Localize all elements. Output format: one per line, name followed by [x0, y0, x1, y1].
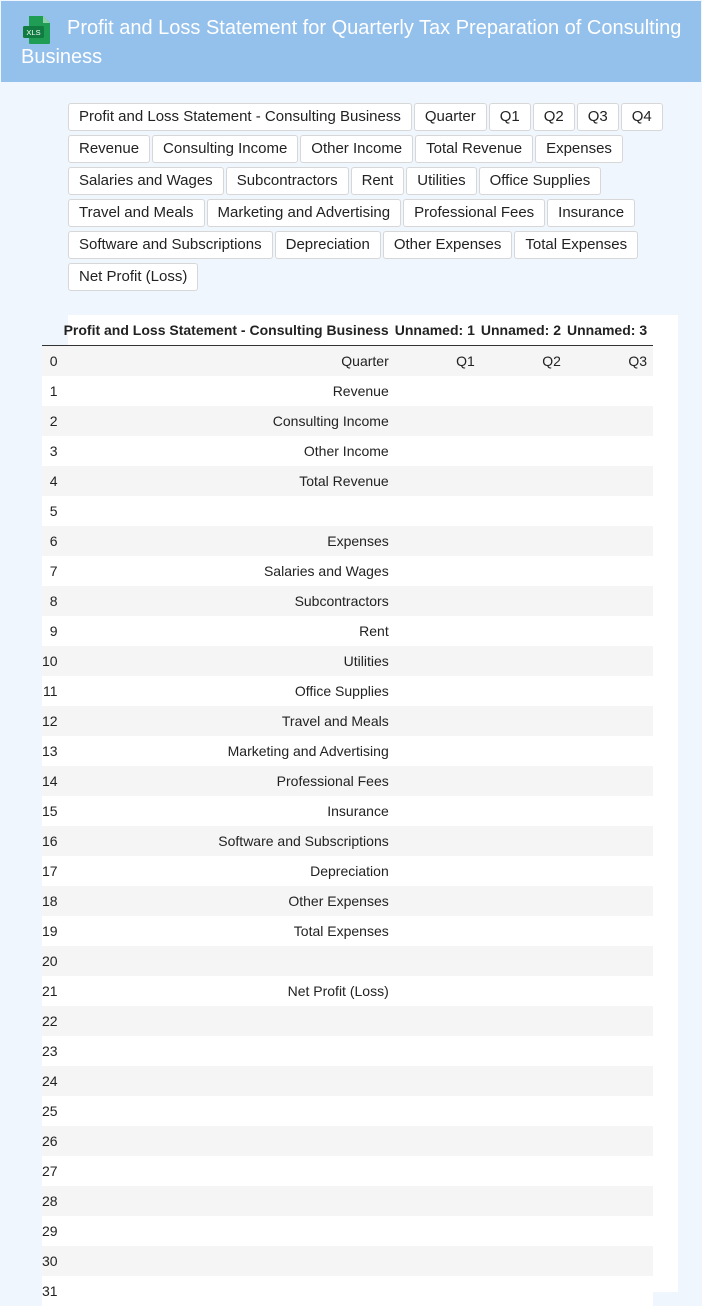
row-index: 5 [42, 496, 64, 526]
column-chip[interactable]: Total Revenue [415, 135, 533, 163]
row-index: 12 [42, 706, 64, 736]
table-row [42, 826, 653, 856]
table-row [42, 496, 653, 526]
table-cell [567, 616, 653, 646]
column-chip[interactable]: Professional Fees [403, 199, 545, 227]
table-row [42, 1126, 653, 1156]
row-index: 17 [42, 856, 64, 886]
table-row [42, 466, 653, 496]
table-row [42, 916, 653, 946]
table-cell [481, 466, 567, 496]
column-chip[interactable]: Salaries and Wages [68, 167, 224, 195]
column-header[interactable] [42, 315, 64, 346]
table-cell [481, 796, 567, 826]
table-cell: Salaries and Wages [64, 556, 395, 586]
table-row [42, 1036, 653, 1066]
row-index: 11 [42, 676, 64, 706]
table-cell: Office Supplies [64, 676, 395, 706]
table-cell [481, 766, 567, 796]
table-cell [64, 1066, 395, 1096]
excel-icon-label: XLS [26, 28, 40, 37]
column-chip[interactable]: Expenses [535, 135, 623, 163]
table-cell [567, 916, 653, 946]
table-cell [64, 1036, 395, 1066]
table-cell [567, 856, 653, 886]
table-row [42, 1066, 653, 1096]
page-title: Profit and Loss Statement for Quarterly Tax Preparation of Consulting Business [21, 14, 691, 72]
table-cell [567, 1126, 653, 1156]
table-cell: Quarter [64, 346, 395, 377]
table-cell [395, 1156, 481, 1186]
table-cell: Total Expenses [64, 916, 395, 946]
table-cell [567, 586, 653, 616]
table-cell [395, 466, 481, 496]
column-chip[interactable]: Depreciation [275, 231, 381, 259]
row-index: 1 [42, 376, 64, 406]
table-cell [395, 1066, 481, 1096]
table-row [42, 586, 653, 616]
row-index: 31 [42, 1276, 64, 1306]
row-index: 9 [42, 616, 64, 646]
table-row [42, 856, 653, 886]
table-cell [481, 406, 567, 436]
table-cell: Consulting Income [64, 406, 395, 436]
row-index: 27 [42, 1156, 64, 1186]
table-row [42, 616, 653, 646]
table-cell [395, 1126, 481, 1156]
column-chip[interactable]: Marketing and Advertising [207, 199, 402, 227]
table-cell [567, 706, 653, 736]
table-cell [395, 586, 481, 616]
column-header[interactable]: Profit and Loss Statement - Consulting Business [64, 315, 395, 346]
column-chip[interactable]: Q4 [621, 103, 663, 131]
table-cell [481, 856, 567, 886]
table-cell: Expenses [64, 526, 395, 556]
row-index: 8 [42, 586, 64, 616]
row-index: 15 [42, 796, 64, 826]
table-cell [64, 1276, 395, 1306]
column-chip[interactable]: Other Income [300, 135, 413, 163]
table-cell [567, 526, 653, 556]
table-row [42, 406, 653, 436]
table-row [42, 346, 653, 377]
table-cell [395, 916, 481, 946]
table-cell [64, 1186, 395, 1216]
table-cell [481, 1096, 567, 1126]
table-cell [395, 1246, 481, 1276]
table-cell [567, 946, 653, 976]
row-index: 2 [42, 406, 64, 436]
column-chip[interactable]: Net Profit (Loss) [68, 263, 198, 291]
table-cell [481, 1006, 567, 1036]
table-row [42, 646, 653, 676]
table-cell [567, 556, 653, 586]
table-cell [567, 646, 653, 676]
table-cell: Other Income [64, 436, 395, 466]
table-cell [395, 616, 481, 646]
table-cell [395, 796, 481, 826]
table-cell [481, 616, 567, 646]
table-cell [567, 376, 653, 406]
table-cell [567, 1096, 653, 1126]
table-cell: Q3 [567, 346, 653, 377]
table-cell [64, 1006, 395, 1036]
table-row [42, 556, 653, 586]
table-cell [567, 1216, 653, 1246]
table-cell [64, 1216, 395, 1246]
table-cell: Subcontractors [64, 586, 395, 616]
table-cell [481, 436, 567, 466]
table-row [42, 376, 653, 406]
table-cell [64, 1246, 395, 1276]
table-cell [481, 826, 567, 856]
table-cell [395, 1096, 481, 1126]
column-chip[interactable]: Insurance [547, 199, 635, 227]
table-cell [64, 496, 395, 526]
table-cell [481, 736, 567, 766]
row-index: 16 [42, 826, 64, 856]
table-cell [64, 1156, 395, 1186]
table-cell [481, 1216, 567, 1246]
column-chip[interactable]: Q1 [489, 103, 531, 131]
table-row [42, 676, 653, 706]
column-chip[interactable]: Rent [351, 167, 405, 195]
row-index: 29 [42, 1216, 64, 1246]
table-cell [481, 1156, 567, 1186]
table-cell [481, 676, 567, 706]
table-cell [481, 376, 567, 406]
table-cell [395, 856, 481, 886]
table-cell [567, 436, 653, 466]
table-cell [395, 1186, 481, 1216]
table-body [42, 346, 653, 1306]
table-cell [481, 646, 567, 676]
table-row [42, 1006, 653, 1036]
table-cell: Travel and Meals [64, 706, 395, 736]
table-cell [481, 1246, 567, 1276]
table-cell [567, 466, 653, 496]
table-cell [64, 1126, 395, 1156]
table-cell [567, 1186, 653, 1216]
table-cell: Marketing and Advertising [64, 736, 395, 766]
table-cell [395, 376, 481, 406]
table-row [42, 706, 653, 736]
row-index: 7 [42, 556, 64, 586]
table-cell [567, 1036, 653, 1066]
table-cell [481, 886, 567, 916]
column-chip[interactable]: Q3 [577, 103, 619, 131]
table-row [42, 526, 653, 556]
table-cell [481, 1126, 567, 1156]
table-cell: Q2 [481, 346, 567, 377]
table-cell [64, 946, 395, 976]
table-cell [395, 1006, 481, 1036]
column-chip[interactable]: Revenue [68, 135, 150, 163]
table-cell [395, 676, 481, 706]
table-row [42, 1276, 653, 1306]
table-cell: Professional Fees [64, 766, 395, 796]
excel-file-icon [23, 15, 51, 45]
table-cell [481, 916, 567, 946]
table-cell [481, 1036, 567, 1066]
table-row [42, 736, 653, 766]
table-row [42, 436, 653, 466]
column-chip[interactable]: Total Expenses [514, 231, 638, 259]
table-cell: Depreciation [64, 856, 395, 886]
table-cell [567, 406, 653, 436]
table-cell [395, 736, 481, 766]
table-cell [567, 1246, 653, 1276]
table-cell [567, 736, 653, 766]
table-cell [481, 556, 567, 586]
row-index: 18 [42, 886, 64, 916]
row-index: 20 [42, 946, 64, 976]
table-cell [395, 826, 481, 856]
table-cell [395, 1216, 481, 1246]
column-header[interactable]: Unnamed: 1 [395, 315, 481, 346]
row-index: 14 [42, 766, 64, 796]
table-cell [481, 1186, 567, 1216]
table-cell [395, 766, 481, 796]
column-chip[interactable]: Other Expenses [383, 231, 513, 259]
table-cell [395, 646, 481, 676]
row-index: 4 [42, 466, 64, 496]
table-header-row [42, 315, 653, 346]
column-chip-bar [68, 103, 668, 295]
table-cell: Utilities [64, 646, 395, 676]
table-cell [395, 1276, 481, 1306]
column-chip[interactable]: Subcontractors [226, 167, 349, 195]
table-cell [395, 406, 481, 436]
table-cell [567, 496, 653, 526]
table-cell [567, 1066, 653, 1096]
table-cell [395, 556, 481, 586]
table-row [42, 1216, 653, 1246]
row-index: 30 [42, 1246, 64, 1276]
table-row [42, 1156, 653, 1186]
table-cell [567, 1006, 653, 1036]
table-cell: Total Revenue [64, 466, 395, 496]
row-index: 6 [42, 526, 64, 556]
row-index: 3 [42, 436, 64, 466]
table-cell [481, 586, 567, 616]
row-index: 26 [42, 1126, 64, 1156]
table-row [42, 886, 653, 916]
table-cell [481, 946, 567, 976]
row-index: 19 [42, 916, 64, 946]
table-cell [567, 1156, 653, 1186]
table-cell [567, 886, 653, 916]
table-cell [567, 826, 653, 856]
table-cell: Revenue [64, 376, 395, 406]
row-index: 24 [42, 1066, 64, 1096]
column-chip[interactable]: Quarter [414, 103, 487, 131]
data-table-viewport[interactable] [68, 315, 678, 1292]
table-row [42, 946, 653, 976]
table-cell [567, 676, 653, 706]
column-header[interactable]: Unnamed: 3 [567, 315, 653, 346]
row-index: 21 [42, 976, 64, 1006]
row-index: 10 [42, 646, 64, 676]
table-cell [395, 526, 481, 556]
table-cell [567, 1276, 653, 1306]
table-cell [64, 1096, 395, 1126]
column-chip[interactable]: Q2 [533, 103, 575, 131]
column-chip[interactable]: Consulting Income [152, 135, 298, 163]
table-row [42, 976, 653, 1006]
table-cell [395, 436, 481, 466]
table-cell [481, 706, 567, 736]
table-cell [395, 946, 481, 976]
table-cell [481, 496, 567, 526]
row-index: 13 [42, 736, 64, 766]
data-table [42, 315, 653, 1306]
table-cell [395, 706, 481, 736]
table-cell [481, 976, 567, 1006]
row-index: 25 [42, 1096, 64, 1126]
column-chip[interactable]: Travel and Meals [68, 199, 205, 227]
table-cell: Software and Subscriptions [64, 826, 395, 856]
page-header [1, 1, 701, 82]
table-cell [567, 796, 653, 826]
table-row [42, 1186, 653, 1216]
column-chip[interactable]: Office Supplies [479, 167, 602, 195]
table-cell [481, 1066, 567, 1096]
column-chip[interactable]: Profit and Loss Statement - Consulting Business [68, 103, 412, 131]
column-chip[interactable]: Software and Subscriptions [68, 231, 273, 259]
table-row [42, 766, 653, 796]
row-index: 28 [42, 1186, 64, 1216]
table-cell [395, 976, 481, 1006]
table-row [42, 1096, 653, 1126]
table-cell: Rent [64, 616, 395, 646]
row-index: 0 [42, 346, 64, 377]
table-row [42, 1246, 653, 1276]
table-row [42, 796, 653, 826]
table-cell [481, 526, 567, 556]
table-cell [567, 766, 653, 796]
table-cell [395, 1036, 481, 1066]
table-cell: Other Expenses [64, 886, 395, 916]
table-cell [567, 976, 653, 1006]
row-index: 22 [42, 1006, 64, 1036]
table-cell [481, 1276, 567, 1306]
table-cell [395, 496, 481, 526]
table-cell: Q1 [395, 346, 481, 377]
row-index: 23 [42, 1036, 64, 1066]
column-chip[interactable]: Utilities [406, 167, 476, 195]
column-header[interactable]: Unnamed: 2 [481, 315, 567, 346]
table-cell: Insurance [64, 796, 395, 826]
table-cell [395, 886, 481, 916]
table-cell: Net Profit (Loss) [64, 976, 395, 1006]
